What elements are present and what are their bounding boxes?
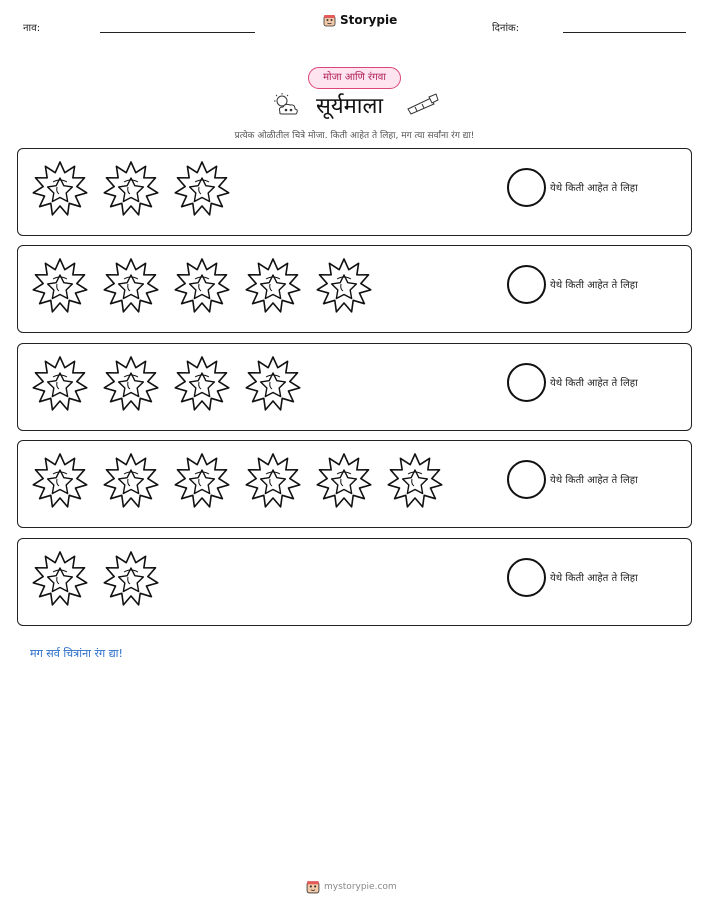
answer-label: येथे किती आहेत ते लिहा: [550, 573, 638, 584]
sun-icon: [173, 452, 231, 510]
sun-icon: [31, 550, 89, 608]
sun-icon: [31, 355, 89, 413]
storypie-logo-icon: [323, 14, 336, 27]
answer-circle[interactable]: [507, 265, 546, 304]
sun-icon: [173, 355, 231, 413]
name-field[interactable]: [100, 32, 255, 33]
sun-icon: [244, 452, 302, 510]
sun-icon: [315, 257, 373, 315]
sun-icon: [244, 257, 302, 315]
answer-circle[interactable]: [507, 558, 546, 597]
date-field[interactable]: [563, 32, 686, 33]
sun-icon: [102, 160, 160, 218]
sun-icon: [102, 452, 160, 510]
brand: [323, 13, 397, 27]
sun-icon: [102, 355, 160, 413]
answer-circle[interactable]: [507, 460, 546, 499]
answer-label: येथे किती आहेत ते लिहा: [550, 378, 638, 389]
sun-icon: [31, 452, 89, 510]
storypie-logo-icon: [306, 880, 320, 894]
sun-group: [31, 355, 302, 413]
sun-icon: [315, 452, 373, 510]
counting-row: [17, 440, 692, 528]
sun-icon: [31, 160, 89, 218]
telescope-icon: [405, 93, 439, 115]
counting-row: [17, 538, 692, 626]
answer-label: येथे किती आहेत ते लिहा: [550, 183, 638, 194]
answer-label: येथे किती आहेत ते लिहा: [550, 280, 638, 291]
sun-group: [31, 257, 373, 315]
sun-icon: [244, 355, 302, 413]
answer-label: येथे किती आहेत ते लिहा: [550, 475, 638, 486]
date-label: दिनांक:: [492, 23, 520, 34]
sun-icon: [102, 257, 160, 315]
sun-icon: [173, 160, 231, 218]
activity-badge: मोजा आणि रंगवा: [308, 67, 401, 89]
sun-group: [31, 550, 160, 608]
sun-icon: [102, 550, 160, 608]
counting-row: [17, 245, 692, 333]
instructions: प्रत्येक ओळीतील चित्रे मोजा. किती आहेत ते लिहा, मग त्या सर्वांना रंग द्या!: [234, 131, 475, 141]
site-footer: [306, 880, 397, 894]
sun-group: [31, 452, 444, 510]
footer-note: मग सर्व चित्रांना रंग द्या!: [30, 647, 123, 660]
counting-row: [17, 148, 692, 236]
counting-row: [17, 343, 692, 431]
answer-circle[interactable]: [507, 363, 546, 402]
site-url: mystorypie.com: [324, 882, 397, 892]
name-label: नाव:: [23, 23, 41, 34]
sun-group: [31, 160, 231, 218]
sun-icon: [173, 257, 231, 315]
brand-name: Storypie: [340, 13, 398, 27]
answer-circle[interactable]: [507, 168, 546, 207]
sun-cloud-icon: [272, 92, 302, 118]
sun-icon: [31, 257, 89, 315]
sun-icon: [386, 452, 444, 510]
page-title: सूर्यमाला: [316, 94, 384, 119]
